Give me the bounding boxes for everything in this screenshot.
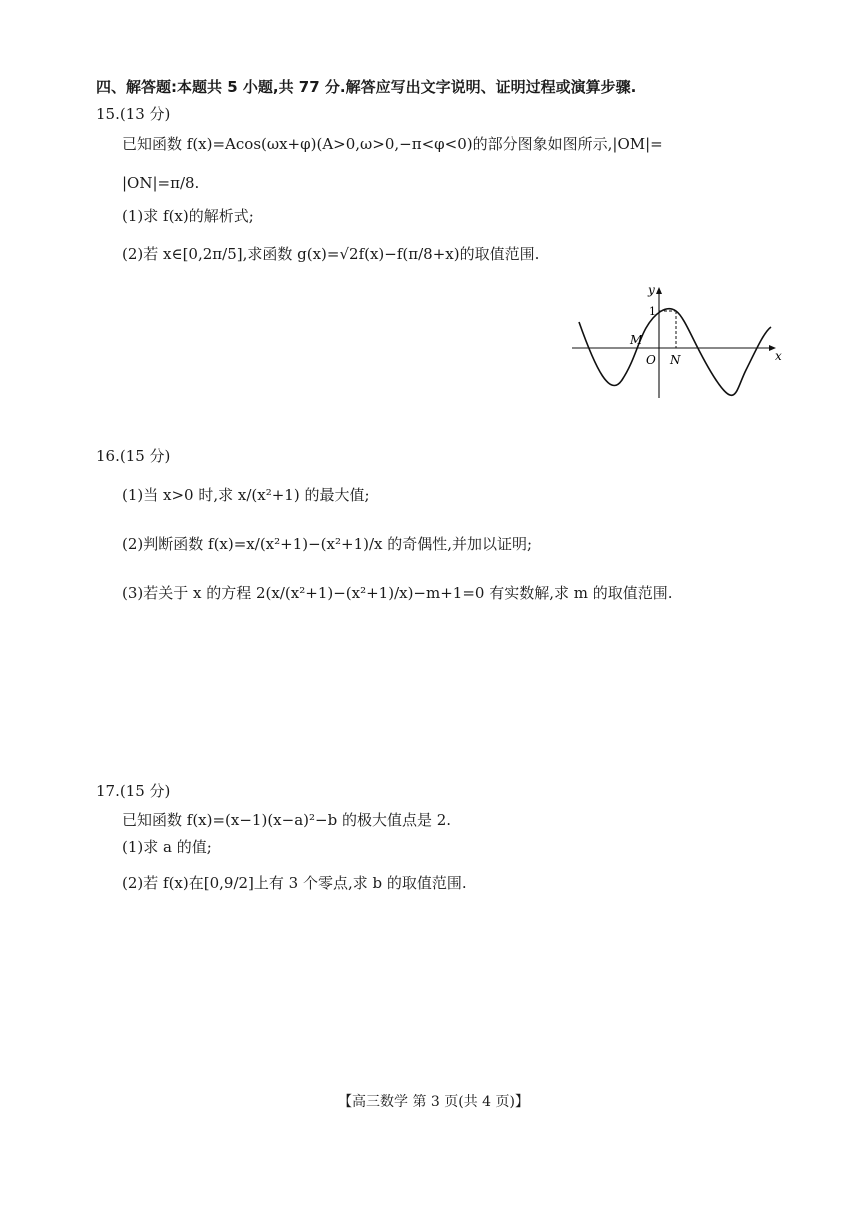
- cosine-curve: [579, 309, 771, 396]
- q15-number: 15.(13 分): [96, 105, 171, 123]
- q15-part1: (1)求 f(x)的解析式;: [122, 207, 254, 225]
- q17-number: 17.(15 分): [96, 782, 171, 800]
- q17-stem: 已知函数 f(x)=(x−1)(x−a)²−b 的极大值点是 2.: [122, 811, 452, 829]
- y-axis-label: y: [648, 283, 655, 297]
- y-axis-arrow: [656, 287, 662, 294]
- point-label-M: M: [630, 333, 643, 347]
- q16-number: 16.(15 分): [96, 447, 171, 465]
- section-heading: 四、解答题:本题共 5 小题,共 77 分.解答应写出文字说明、证明过程或演算步骤.: [96, 78, 637, 96]
- page-footer: 【高三数学 第 3 页(共 4 页)】: [338, 1094, 529, 1110]
- q17-part1: (1)求 a 的值;: [122, 838, 212, 856]
- q16-part3: (3)若关于 x 的方程 2(x/(x²+1)−(x²+1)/x)−m+1=0 有实数解,求 m 的取值范围.: [122, 584, 673, 602]
- point-label-N: N: [670, 353, 681, 367]
- q16-part2: (2)判断函数 f(x)=x/(x²+1)−(x²+1)/x 的奇偶性,并加以证明;: [122, 535, 533, 553]
- q15-stem-line1: 已知函数 f(x)=Acos(ωx+φ)(A>0,ω>0,−π<φ<0)的部分图象如图所示,|OM|=: [122, 135, 663, 153]
- q15-cosine-graph: [566, 280, 786, 405]
- x-axis-label: x: [775, 349, 782, 363]
- origin-label-O: O: [646, 353, 656, 367]
- q15-part2: (2)若 x∈[0,2π/5],求函数 g(x)=√2f(x)−f(π/8+x)的取值范围.: [122, 245, 540, 263]
- q16-part1: (1)当 x>0 时,求 x/(x²+1) 的最大值;: [122, 486, 370, 504]
- q15-stem-line2: |ON|=π/8.: [122, 174, 200, 192]
- q17-part2: (2)若 f(x)在[0,9/2]上有 3 个零点,求 b 的取值范围.: [122, 874, 467, 892]
- tick-label-1: 1: [649, 305, 656, 318]
